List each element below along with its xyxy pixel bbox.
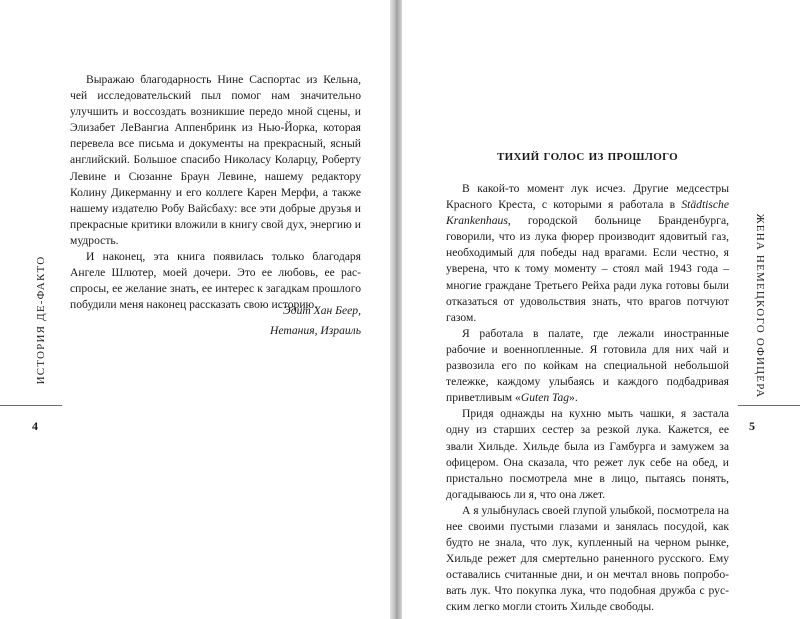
paragraph: Выражаю благодарность Нине Саспортас из Кельна, чей исследовательский пыл помог нам значительно улучшить и воссоздать возникшие передо мной сцены, и Элизабет ЛеВангиа Аппенбринк из Нью-Йорка, которая перевела все письма и документы на прекрасный, ясный английский. Большое спасибо Николасу Коларцу, Роберту Левине и Сюзанне Браун Левине, нашему редактору Колину Дикерманну и его коллеге Карен Мерфи, а также нашему издателю Робу Вайсбаху: все эти добрые друзья и прекрасные критики вложили в книгу свой дух, энергию и мудрость. bbox=[70, 73, 361, 247]
foreign-term: Guten Tag bbox=[520, 391, 570, 405]
paragraph: И наконец, эта книга появилась только благодаря Ангеле Шлютер, моей дочери. Это ее любовь, ее расспросы, ее желание знать, ее интерес к загадкам прошлого побудили меня наконец рассказать свою историю. bbox=[70, 250, 361, 312]
margin-rule-right bbox=[738, 405, 800, 406]
text-run: ». bbox=[569, 391, 578, 405]
paragraph: А я улыбнулась своей глупой улыбкой, посмотрела на нее своими пустыми глазами и занялась посудой, как будто не знала, что лук, купленный на черном рынке, Хильде режет для смертельно раненного русского. Ему оставались считанные дни, и он мечтал вновь попробовать лук. Что покупка лука, что подобная дружба с русским легко могли стоить Хильде свободы. bbox=[446, 503, 729, 614]
signature-name: Эдит Хан Беер, bbox=[282, 304, 361, 317]
paragraph bbox=[446, 326, 729, 406]
book-gutter bbox=[390, 0, 402, 619]
text-run: В какой-то момент лук исчез. Другие медсестры Красного Креста, с которыми я работала в bbox=[446, 182, 729, 212]
foreign-term: Städtische Krankenhaus bbox=[446, 198, 729, 228]
page-number-left: 4 bbox=[32, 419, 38, 433]
text-run: , городской больнице Бранденбурга, говорили, что из лука фюрер производит ядовитый газ, необходимый для победы над врагами. Если честно, я уверена, что к тому моменту – стоял май 1943 года – многие граждане Третьего Рейха ради лука готовы были отказаться от удовольствия знать, что врагов потчуют газом. bbox=[446, 214, 729, 324]
chapter-title: тихий голос из прошлого bbox=[497, 148, 678, 164]
margin-rule-left bbox=[0, 405, 62, 406]
paragraph: Придя однажды на кухню мыть чашки, я застала одну из старших сестер за резкой лука. Кажется, ее звали Хильде. Хильде была из Гамбурга и замужем за офицером. Она сказала, что режет лук себе на обед, и пристально посмотрела мне в лицо, пытаясь понять, догадываюсь ли я, что она лжет. bbox=[446, 407, 729, 501]
author-signature bbox=[70, 301, 361, 341]
text-run: Я работала в палате, где лежали иностранные рабочие и военнопленные. Я готовила для них чай и развозила его по койкам на специальной небольшой тележке, каждому улыбаясь и каждого подбадривая приветливым « bbox=[446, 326, 729, 405]
paragraph bbox=[446, 181, 729, 326]
signature-place: Нетания, Израиль bbox=[269, 324, 361, 337]
running-head-right: ЖЕНА НЕМЕЦКОГО ОФИЦЕРА bbox=[754, 213, 766, 399]
acknowledgements-text bbox=[70, 72, 361, 313]
page-number-right: 5 bbox=[749, 419, 755, 433]
left-page bbox=[0, 0, 390, 619]
running-head-left: ИСТОРИЯ ДЕ-ФАКТО bbox=[35, 255, 47, 385]
chapter-text bbox=[446, 181, 729, 616]
